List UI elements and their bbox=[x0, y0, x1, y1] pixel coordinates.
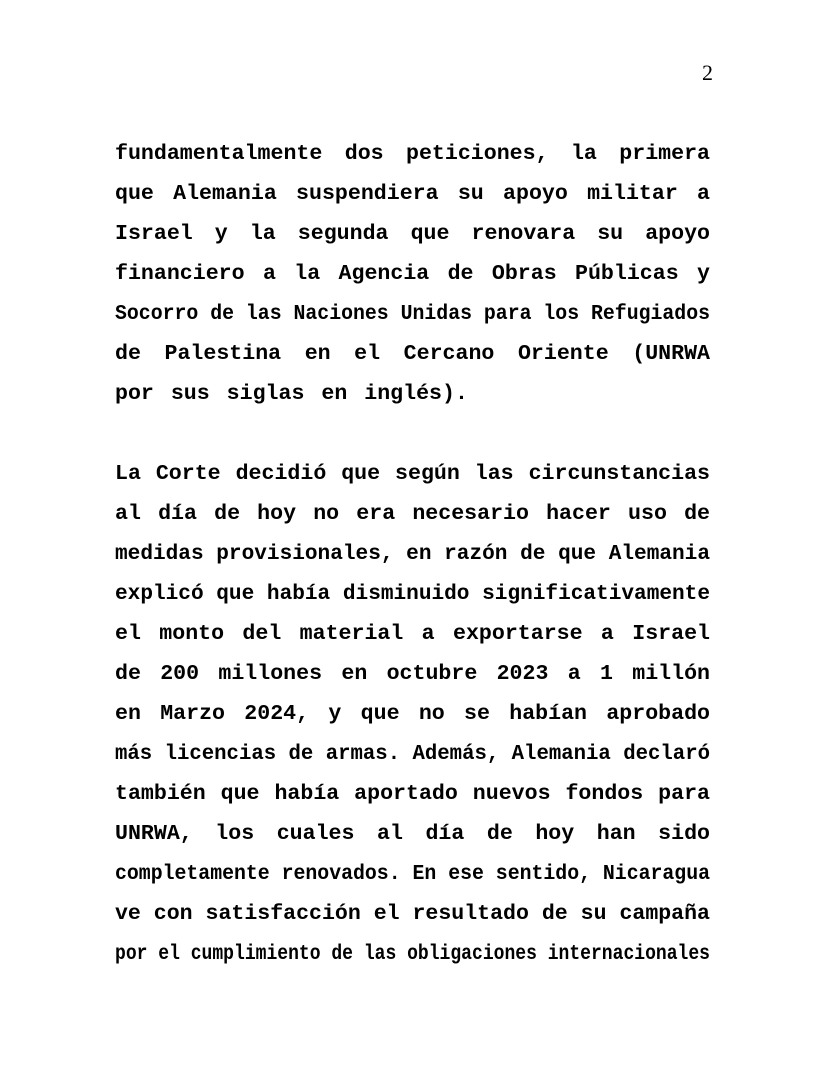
text-line: UNRWA, los cuales al día de hoy han sido bbox=[115, 822, 710, 846]
text-line: por sus siglas en inglés). bbox=[115, 382, 468, 406]
text-line: también que había aportado nuevos fondos para bbox=[115, 782, 710, 806]
text-line: por el cumplimiento de las obligaciones internacionales bbox=[115, 942, 710, 966]
paragraph bbox=[115, 454, 710, 974]
text-line: fundamentalmente dos peticiones, la primera bbox=[115, 142, 710, 166]
document-body bbox=[115, 134, 710, 974]
text-line: Israel y la segunda que renovara su apoyo bbox=[115, 222, 710, 246]
text-line: el monto del material a exportarse a Israel bbox=[115, 622, 710, 646]
text-line: medidas provisionales, en razón de que Alemania bbox=[115, 542, 710, 566]
text-line: Socorro de las Naciones Unidas para los Refugiados bbox=[115, 302, 710, 326]
text-line: de 200 millones en octubre 2023 a 1 millón bbox=[115, 662, 710, 686]
text-line: ve con satisfacción el resultado de su campaña bbox=[115, 902, 710, 926]
text-line: completamente renovados. En ese sentido, Nicaragua bbox=[115, 862, 710, 886]
paragraph bbox=[115, 134, 710, 414]
text-line: financiero a la Agencia de Obras Públicas y bbox=[115, 262, 710, 286]
text-line: que Alemania suspendiera su apoyo militar a bbox=[115, 182, 710, 206]
text-line: más licencias de armas. Además, Alemania declaró bbox=[115, 742, 710, 766]
text-line: La Corte decidió que según las circunstancias bbox=[115, 462, 710, 486]
text-line: de Palestina en el Cercano Oriente (UNRWA bbox=[115, 342, 710, 366]
text-line: explicó que había disminuido significativamente bbox=[115, 582, 710, 606]
text-line: en Marzo 2024, y que no se habían aprobado bbox=[115, 702, 710, 726]
page-number: 2 bbox=[702, 60, 713, 85]
text-line: al día de hoy no era necesario hacer uso de bbox=[115, 502, 710, 526]
